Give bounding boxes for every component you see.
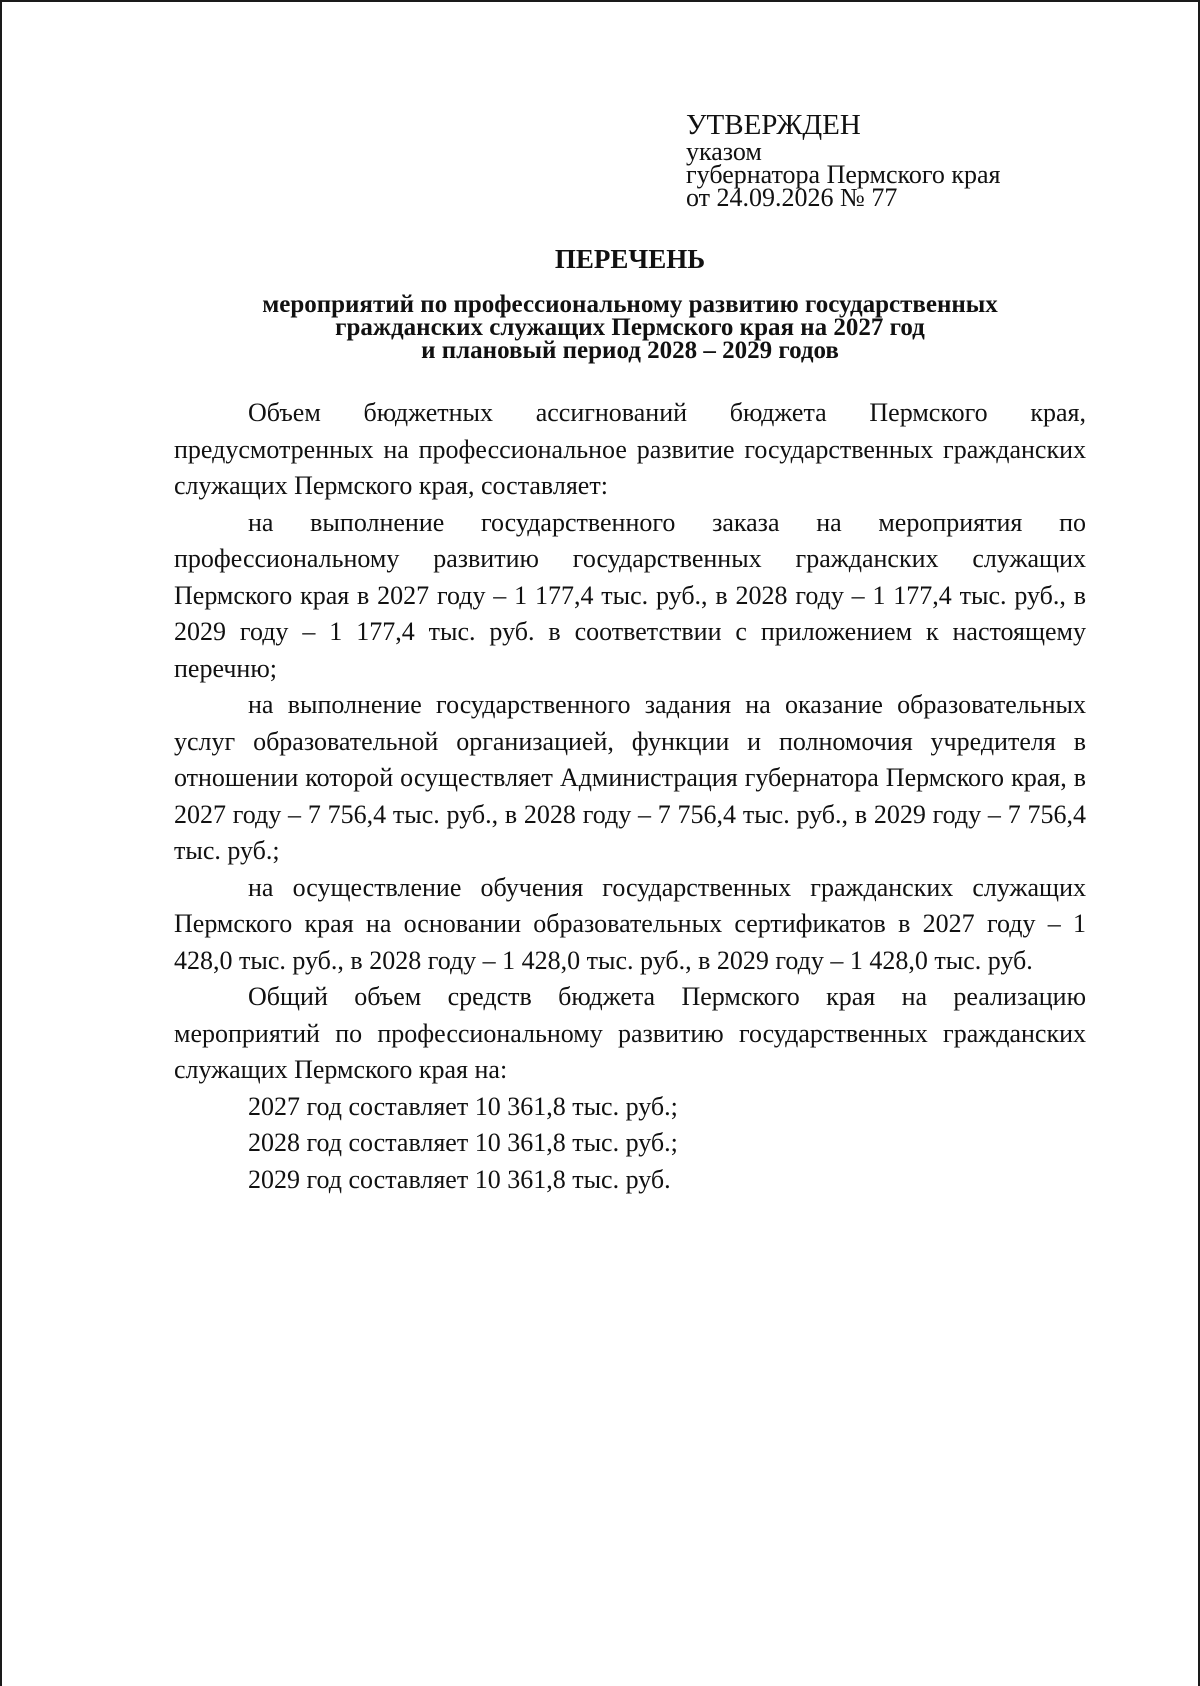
subtitle-line: и плановый период 2028 – 2029 годов	[421, 337, 839, 364]
total-line: 2028 год составляет 10 361,8 тыс. руб.;	[248, 1128, 678, 1157]
total-line: 2029 год составляет 10 361,8 тыс. руб.	[248, 1164, 671, 1194]
body-paragraph: Объем бюджетных ассигнований бюджета Пермского края, предусмотренных на профессиональное развитие государственных гражданских служащих Пермского края, составляет:	[174, 398, 1086, 500]
body-paragraph: на осуществление обучения государственных гражданских служащих Пермского края на основании образовательных сертификатов в 2027 году – 1 428,0 тыс. руб., в 2028 году – 1 428,0 тыс. руб., в 2029 году – 1 428,0 тыс. руб.	[174, 872, 1086, 975]
document-subtitle	[152, 293, 1108, 362]
document-title: ПЕРЕЧЕНЬ	[554, 244, 706, 274]
body-paragraph: Общий объем средств бюджета Пермского края на реализацию мероприятий по профессиональному развитию государственных гражданских служащих Пермского края на:	[174, 982, 1086, 1084]
subtitle-line: мероприятий по профессиональному развитию государственных	[262, 291, 998, 318]
approval-date-number: от 24.09.2026 № 77	[686, 183, 898, 212]
document-body	[174, 395, 1086, 1198]
subtitle-line: гражданских служащих Пермского края на 2027 год	[335, 314, 925, 341]
body-paragraph: на выполнение государственного задания на оказание образовательных услуг образовательной организацией, функции и полномочия учредителя в отношении которой осуществляет Администрация губернатора Пермского края, в 2027 году – 7 756,4 тыс. руб., в 2028 году – 7 756,4 тыс. руб., в 2029 году – 7 756,4 тыс. руб.;	[174, 690, 1086, 865]
total-line: 2027 год составляет 10 361,8 тыс. руб.;	[248, 1091, 678, 1121]
body-paragraph: на выполнение государственного заказа на мероприятия по профессиональному развитию государственных гражданских служащих Пермского края в 2027 году – 1 177,4 тыс. руб., в 2028 году – 1 177,4 тыс. руб., в 2029 году – 1 177,4 тыс. руб. в соответствии с приложением к настоящему перечню;	[174, 507, 1086, 683]
approval-line: губернатора Пермского края	[686, 160, 1001, 189]
document-heading	[152, 244, 1108, 362]
approval-heading: УТВЕРЖДЕН	[686, 109, 861, 141]
approval-stamp	[686, 109, 1106, 212]
approval-line: указом	[686, 137, 762, 166]
